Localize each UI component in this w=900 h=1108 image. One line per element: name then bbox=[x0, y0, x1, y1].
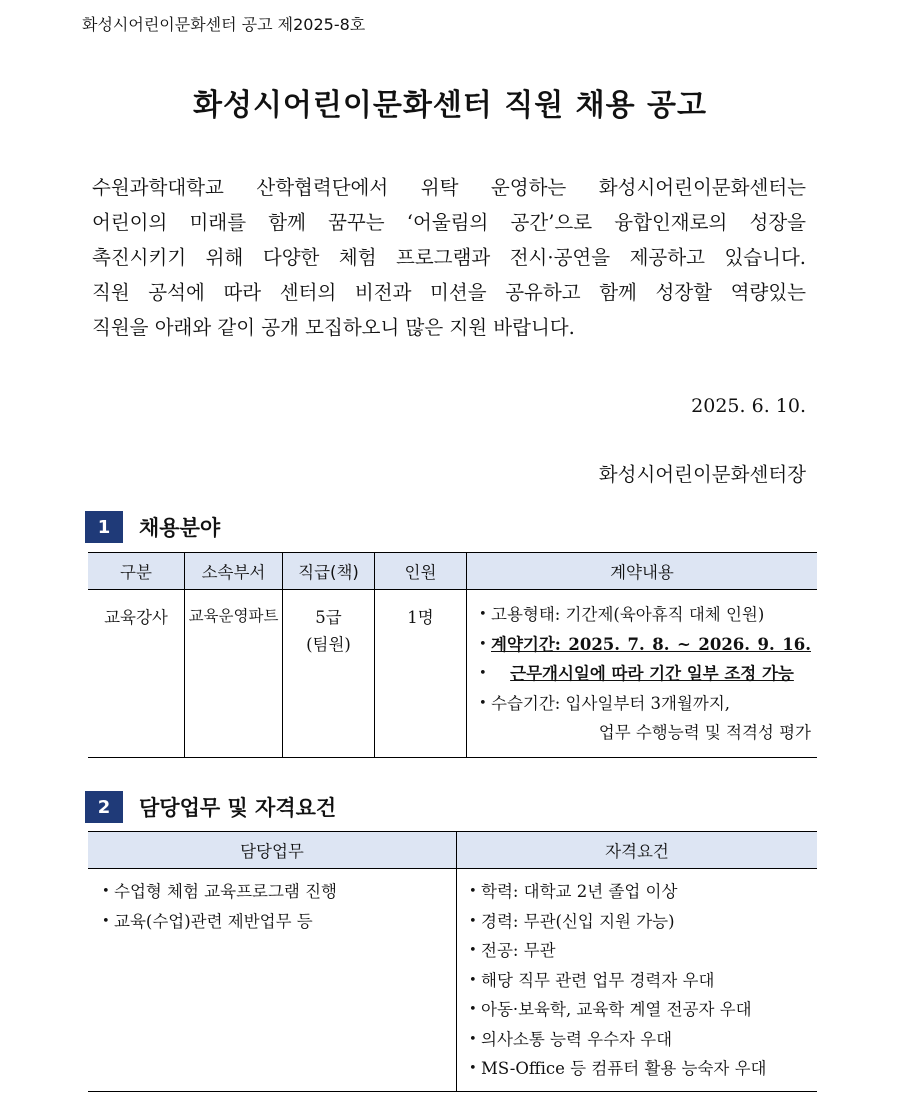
section-title: 담당업무 및 자격요건 bbox=[139, 796, 337, 820]
list-item: • MS-Office 등 컴퓨터 활용 능숙자 우대 bbox=[465, 1054, 811, 1084]
contract-period: • 계약기간: 2025. 7. 8. ~ 2026. 9. 16. bbox=[491, 634, 811, 654]
cell-duties bbox=[88, 869, 457, 1092]
contract-list bbox=[475, 600, 811, 748]
list-item: • 학력: 대학교 2년 졸업 이상 bbox=[465, 877, 811, 907]
intro-line: 촉진시키기 위해 다양한 체험 프로그램과 전시·공연을 제공하고 있습니다. bbox=[92, 246, 806, 269]
cell-contract bbox=[467, 590, 818, 758]
notice-number: 화성시어린이문화센터 공고 제2025-8호 bbox=[82, 15, 366, 34]
list-item: • 해당 직무 관련 업무 경력자 우대 bbox=[465, 966, 811, 996]
intro-line: 어린이의 미래를 함께 꿈꾸는 ‘어울림의 공간’으로 융합인재로의 성장을 bbox=[92, 211, 806, 234]
intro-line: 수원과학대학교 산학협력단에서 위탁 운영하는 화성시어린이문화센터는 bbox=[92, 176, 806, 199]
table-row bbox=[88, 590, 817, 758]
list-item: • 고용형태: 기간제(육아휴직 대체 인원) bbox=[475, 600, 811, 630]
section-2-header bbox=[85, 791, 336, 823]
requirements-list bbox=[465, 877, 811, 1084]
cell-dept: 교육운영파트 bbox=[185, 590, 283, 758]
section-number: 1 bbox=[85, 511, 123, 543]
section-number: 2 bbox=[85, 791, 123, 823]
list-item: • 아동·보육학, 교육학 계열 전공자 우대 bbox=[465, 995, 811, 1025]
signature: 화성시어린이문화센터장 bbox=[598, 463, 806, 486]
list-item: • 수습기간: 입사일부터 3개월까지, bbox=[475, 689, 811, 719]
col-header: 계약내용 bbox=[467, 553, 818, 590]
intro-line: 직원 공석에 따라 센터의 비전과 미션을 공유하고 함께 성장할 역량있는 bbox=[92, 281, 806, 304]
list-item bbox=[475, 630, 811, 660]
col-header: 담당업무 bbox=[88, 832, 457, 869]
page-title: 화성시어린이문화센터 직원 채용 공고 bbox=[192, 88, 707, 123]
list-item-continuation bbox=[475, 659, 811, 689]
cell-rank bbox=[283, 590, 375, 758]
list-item: • 의사소통 능력 우수자 우대 bbox=[465, 1025, 811, 1055]
rank-sub: (팀원) bbox=[306, 635, 351, 654]
intro-paragraph bbox=[92, 170, 806, 345]
table-row bbox=[88, 869, 817, 1092]
col-header: 자격요건 bbox=[457, 832, 818, 869]
col-header: 직급(책) bbox=[283, 553, 375, 590]
rank-value: 5급 bbox=[315, 608, 342, 627]
list-item: • 교육(수업)관련 제반업무 등 bbox=[98, 907, 448, 937]
list-item: • 전공: 무관 bbox=[465, 936, 811, 966]
col-header: 인원 bbox=[375, 553, 467, 590]
notice-date: 2025. 6. 10. bbox=[691, 395, 806, 417]
duties-list bbox=[98, 877, 448, 936]
recruitment-table bbox=[88, 552, 817, 758]
cell-count: 1명 bbox=[375, 590, 467, 758]
col-header: 구분 bbox=[88, 553, 185, 590]
list-item: • 경력: 무관(신입 지원 가능) bbox=[465, 907, 811, 937]
section-title: 채용분야 bbox=[139, 516, 221, 540]
duties-table bbox=[88, 831, 817, 1092]
list-item: • 수업형 체험 교육프로그램 진행 bbox=[98, 877, 448, 907]
list-item-continuation: 업무 수행능력 및 적격성 평가 bbox=[598, 723, 811, 742]
intro-line: 직원을 아래와 같이 공개 모집하오니 많은 지원 바랍니다. bbox=[92, 316, 575, 339]
cell-requirements bbox=[457, 869, 818, 1092]
col-header: 소속부서 bbox=[185, 553, 283, 590]
section-1-header bbox=[85, 511, 220, 543]
contract-period-note: 근무개시일에 따라 기간 일부 조정 가능 bbox=[510, 664, 794, 683]
cell-category: 교육강사 bbox=[104, 608, 168, 627]
